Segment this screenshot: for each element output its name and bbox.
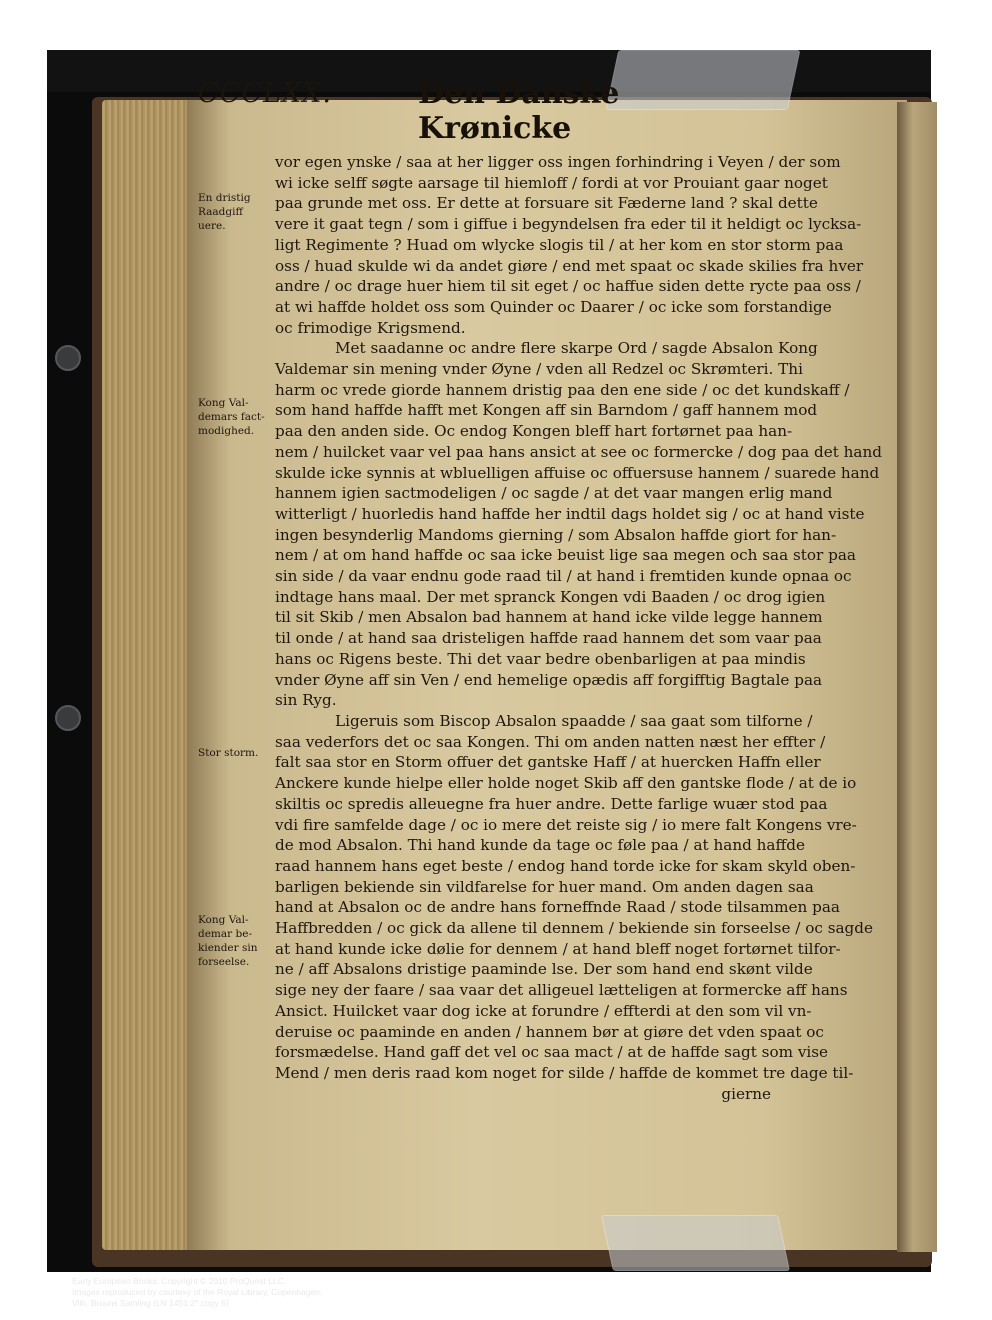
text-line: Anckere kunde hielpe eller holde noget Skib aff den gantske flode / at de io (275, 774, 857, 793)
text-line: hand at Absalon oc de andre hans forneffnde Raad / stode tilsammen paa (275, 898, 840, 917)
text-line: witterligt / huorledis hand haffde her indtil dags holdet sig / oc at hand viste (275, 504, 865, 523)
text-line: deruise oc paaminde en anden / hannem bør at giøre det vden spaat oc (275, 1022, 824, 1041)
text-line: oc frimodige Krigsmend. (275, 318, 466, 337)
margin-note (198, 746, 274, 760)
credits (72, 1276, 322, 1309)
text-line: andre / oc drage huer hiem til sit eget / oc haffue siden dette rycte paa oss / (275, 277, 861, 296)
courtesy-line: Images reproduced by courtesy of the Royal Library, Copenhagen. (72, 1287, 323, 1297)
margin-note-line: modighed. (198, 425, 255, 437)
text-line: sige ney der faare / saa vaar det alligeuel lætteligen at formercke aff hans (275, 981, 848, 1000)
margin-note-line: demar be- (198, 928, 252, 940)
text-line: sin Ryg. (275, 691, 337, 710)
text-line: Valdemar sin mening vnder Øyne / vden all Redzel oc Skrømteri. Thi (275, 360, 803, 379)
margin-note-line: Kong Val- (198, 397, 249, 409)
text-line: skiltis oc spredis alleuegne fra huer andre. Dette farlige wuær stod paa (275, 794, 828, 813)
main-text (275, 152, 882, 1104)
margin-note-line: uere. (198, 220, 226, 232)
book-gutter (897, 102, 937, 1252)
margin-note-line: Kong Val- (198, 914, 249, 926)
scanner-knob (55, 705, 81, 731)
text-line: oss / huad skulde wi da andet giøre / end met spaat oc skade skilies fra hver (275, 256, 864, 275)
text-line: barligen bekiende sin vildfarelse for huer mand. Om anden dagen saa (275, 877, 814, 896)
margin-note-line: En dristig (198, 192, 251, 204)
page-edges (102, 100, 197, 1250)
paragraph-start-line: Met saadanne oc andre flere skarpe Ord / sagde Absalon Kong (335, 339, 818, 358)
running-title: Den Danske Krønicke (418, 76, 620, 146)
text-line: Haffbredden / oc gick da allene til dennem / bekiende sin forseelse / oc sagde (275, 919, 873, 938)
text-line: nem / huilcket vaar vel paa hans ansict at see oc formercke / dog paa det hand (275, 442, 882, 461)
text-line: som hand haffde hafft met Kongen aff sin Barndom / gaff hannem mod (275, 401, 818, 420)
text-line: vere it gaat tegn / som i giffue i begyndelsen fra eder til it heldigt oc lycksa- (275, 215, 862, 234)
text-line: at hand kunde icke dølie for dennem / at hand bleff noget fortørnet tilfor- (275, 939, 841, 958)
text-line: ingen besynderlig Mandoms gierning / som Absalon haffde giort for han- (275, 525, 837, 544)
text-line: indtage hans maal. Der met spranck Kongen vdi Baaden / oc drog igien (275, 587, 826, 606)
margin-note-line: forseelse. (198, 956, 250, 968)
text-line: vdi fire samfelde dage / oc io mere det reiste sig / io mere falt Kongens vre- (275, 815, 857, 834)
text-line: vnder Øyne aff sin Ven / end hemelige opædis aff forgifftig Bagtale paa (275, 670, 823, 689)
text-line: til onde / at hand saa dristeligen haffde raad hannem det som vaar paa (275, 629, 822, 648)
scanner-knob (55, 345, 81, 371)
text-line: paa grunde met oss. Er dette at forsuare sit Fæderne land ? skal dette (275, 194, 818, 213)
margin-note-line: Raadgiff (198, 206, 243, 218)
text-line: falt saa stor en Storm offuer det gantske Haff / at huercken Haffn eller (275, 753, 821, 772)
copyright-line: Early European Books, Copyright © 2010 ProQuest LLC. (72, 1276, 287, 1286)
collection-line: Vilh. Bruuns Samling (LN 1451 2° copy 5) (72, 1298, 229, 1308)
text-line: Ansict. Huilcket vaar dog icke at forundre / effterdi at den som vil vn- (275, 1001, 812, 1020)
margin-note (198, 913, 274, 969)
margin-note (198, 191, 274, 233)
margin-note-line: kiender sin (198, 942, 258, 954)
text-line: saa vederfors det oc saa Kongen. Thi om anden natten næst her effter / (275, 732, 826, 751)
text-line: hans oc Rigens beste. Thi det vaar bedre obenbarligen at paa mindis (275, 649, 806, 668)
page-header (198, 76, 758, 146)
text-line: hannem igien sactmodeligen / oc sagde / at det vaar mangen erlig mand (275, 484, 833, 503)
text-line: harm oc vrede giorde hannem dristig paa den ene side / oc det kundskaff / (275, 380, 850, 399)
text-line: at wi haffde holdet oss som Quinder oc Daarer / oc icke som forstandige (275, 297, 832, 316)
text-line: forsmædelse. Hand gaff det vel oc saa mact / at de haffde sagt som vise (275, 1043, 829, 1062)
catchword: gierne (721, 1084, 771, 1103)
text-line: til sit Skib / men Absalon bad hannem at hand icke vilde legge hannem (275, 608, 823, 627)
text-line: wi icke selff søgte aarsage til hiemloff / fordi at vor Prouiant gaar noget (275, 173, 828, 192)
text-line: paa den anden side. Oc endog Kongen bleff hart fortørnet paa han- (275, 422, 793, 441)
margin-note-line: demars fact- (198, 411, 265, 423)
text-line: raad hannem hans eget beste / endog hand torde icke for skam skyld oben- (275, 856, 856, 875)
glass-clip-bottom (601, 1215, 790, 1271)
paragraph-start-line: Ligeruis som Biscop Absalon spaadde / saa gaat som tilforne / (335, 711, 813, 730)
text-line: nem / at om hand haffde oc saa icke beuist lige saa megen och saa stor paa (275, 546, 856, 565)
text-line: ligt Regimente ? Huad om wlycke slogis til / at her kom en stor storm paa (275, 235, 844, 254)
text-line: vor egen ynske / saa at her ligger oss ingen forhindring i Veyen / der som (275, 153, 841, 171)
folio-number: CCCLXX. (198, 78, 332, 109)
text-line: de mod Absalon. Thi hand kunde da tage oc føle paa / at hand haffde (275, 836, 805, 855)
text-line: skulde icke synnis at wbluelligen affuise oc offuersuse hannem / suarede hand (275, 463, 880, 482)
text-line: sin side / da vaar endnu gode raad til / at hand i fremtiden kunde opnaa oc (275, 567, 852, 586)
text-line: ne / aff Absalons dristige paaminde lse. Der som hand end skønt vilde (275, 960, 813, 979)
margin-note (198, 396, 274, 438)
text-line: Mend / men deris raad kom noget for silde / haffde de kommet tre dage til- (275, 1063, 854, 1082)
margin-note-line: Stor storm. (198, 747, 259, 759)
